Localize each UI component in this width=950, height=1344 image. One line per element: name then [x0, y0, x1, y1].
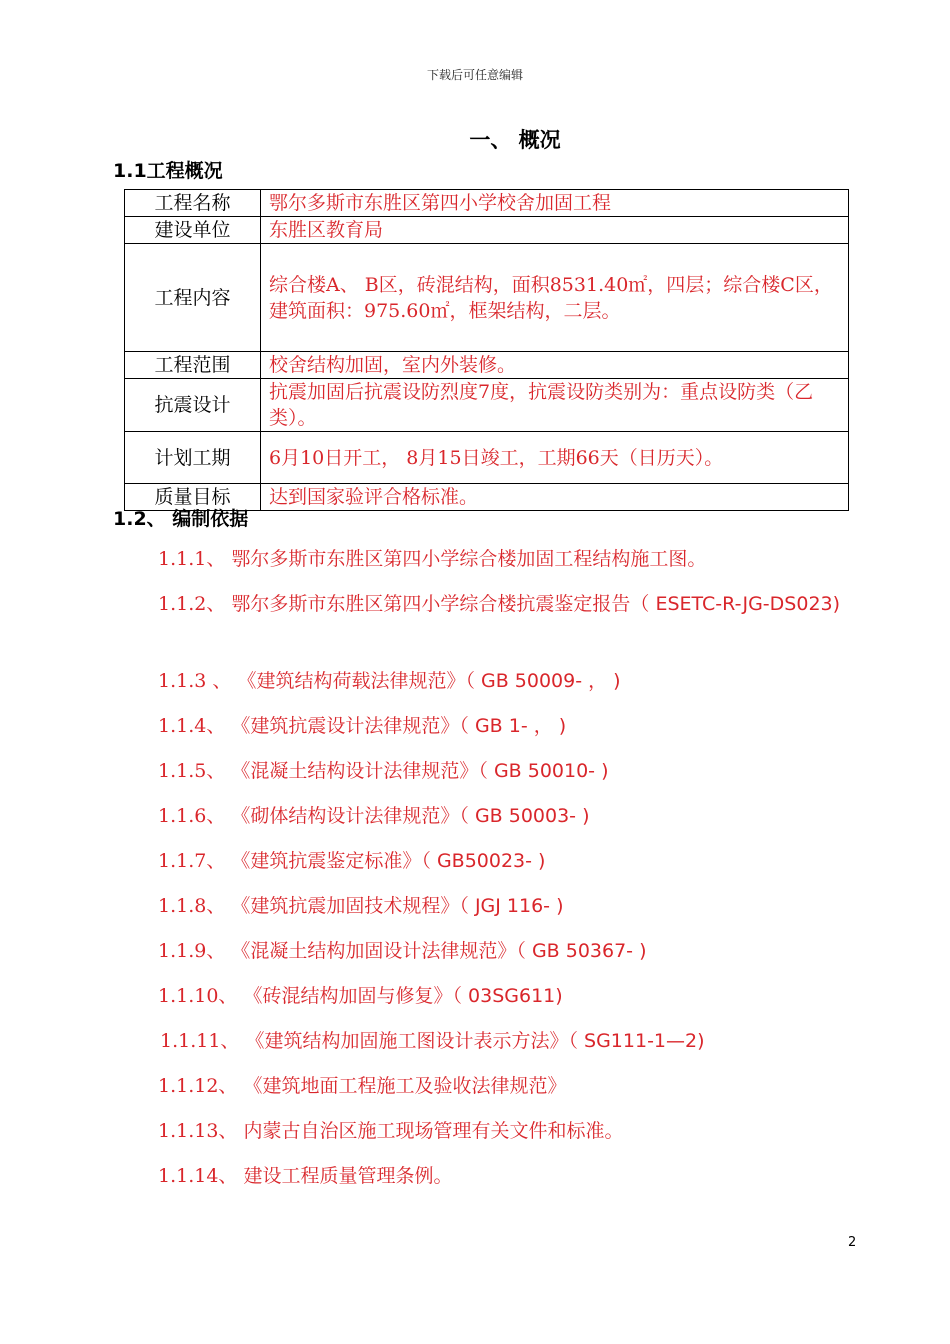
- basis-item: [113, 591, 863, 618]
- basis-num: 1.1.5、: [158, 760, 226, 782]
- basis-num: 1.1.14、: [158, 1165, 238, 1187]
- basis-text: 《砌体结构设计法律规范》（ GB 50003- ): [231, 805, 590, 827]
- basis-text: 《砖混结构加固与修复》（ 03SG611): [243, 985, 563, 1007]
- basis-num: 1.1.13、: [158, 1120, 238, 1142]
- basis-item: [113, 713, 873, 740]
- row-label: 质量目标: [125, 484, 261, 511]
- row-label: 工程范围: [125, 352, 261, 379]
- basis-item: [113, 1028, 873, 1055]
- table-row: [125, 432, 849, 484]
- basis-num: 1.1.9、: [158, 940, 226, 962]
- basis-item: [113, 1073, 873, 1100]
- row-label: 工程内容: [125, 244, 261, 352]
- row-label: 工程名称: [125, 190, 261, 217]
- basis-item: [113, 803, 873, 830]
- row-label: 建设单位: [125, 217, 261, 244]
- row-value: 达到国家验评合格标准。: [261, 484, 849, 511]
- page-number: 2: [848, 1235, 857, 1250]
- project-info-table: [124, 189, 849, 511]
- row-value: 校舍结构加固，室内外装修。: [261, 352, 849, 379]
- basis-text: 《建筑地面工程施工及验收法律规范》: [243, 1075, 567, 1097]
- basis-text: 鄂尔多斯市东胜区第四小学综合楼加固工程结构施工图。: [231, 548, 707, 570]
- basis-item: [113, 938, 873, 965]
- basis-text: 《混凝土结构设计法律规范》（ GB 50010- ): [231, 760, 609, 782]
- basis-item: [113, 1118, 873, 1145]
- basis-num: 1.1.3 、: [158, 670, 232, 692]
- row-value: 抗震加固后抗震设防烈度7度，抗震设防类别为：重点设防类（乙类）。: [261, 379, 849, 432]
- basis-item: [113, 758, 873, 785]
- basis-item: [113, 893, 873, 920]
- basis-num: 1.1.1、: [158, 548, 226, 570]
- basis-num: 1.1.10、: [158, 985, 238, 1007]
- basis-text: 《建筑结构加固施工图设计表示方法》（ SG111-1—2): [245, 1030, 705, 1052]
- basis-num: 1.1.12、: [158, 1075, 238, 1097]
- basis-text: 内蒙古自治区施工现场管理有关文件和标准。: [243, 1120, 624, 1142]
- basis-text: 《建筑结构荷载法律规范》（ GB 50009- ， ): [237, 670, 621, 692]
- basis-num: 1.1.2、: [158, 593, 226, 615]
- chapter-title: 一、 概况: [469, 128, 561, 152]
- basis-text: 《建筑抗震加固技术规程》（ JGJ 116- ): [231, 895, 564, 917]
- basis-text: 《建筑抗震设计法律规范》（ GB 1- ， ): [231, 715, 567, 737]
- table-row: [125, 379, 849, 432]
- basis-item: [113, 668, 873, 695]
- basis-num: 1.1.7、: [158, 850, 226, 872]
- row-value: 鄂尔多斯市东胜区第四小学校舍加固工程: [261, 190, 849, 217]
- basis-item: [113, 983, 873, 1010]
- basis-text: 建设工程质量管理条例。: [243, 1165, 453, 1187]
- table-row: [125, 217, 849, 244]
- basis-item: [113, 848, 873, 875]
- row-label: 抗震设计: [125, 379, 261, 432]
- row-value: 综合楼A、 B区，砖混结构，面积8531.40㎡，四层；综合楼C区，建筑面积：975.60㎡，框架结构，二层。: [261, 244, 849, 352]
- basis-item: [113, 546, 873, 573]
- basis-num: 1.1.6、: [158, 805, 226, 827]
- table-row: [125, 352, 849, 379]
- row-label: 计划工期: [125, 432, 261, 484]
- basis-num: 1.1.11、: [160, 1030, 240, 1052]
- basis-text: 《建筑抗震鉴定标准》（ GB50023- ): [231, 850, 546, 872]
- section-title-1-2: 1.2、 编制依据: [113, 508, 249, 530]
- basis-num: 1.1.8、: [158, 895, 226, 917]
- row-value: 东胜区教育局: [261, 217, 849, 244]
- table-row: [125, 244, 849, 352]
- basis-text: 《混凝土结构加固设计法律规范》（ GB 50367- ): [231, 940, 647, 962]
- basis-item: [113, 1163, 873, 1190]
- section-title-1-1: 1.1工程概况: [113, 160, 223, 182]
- row-value: 6月10日开工， 8月15日竣工，工期66天（日历天）。: [261, 432, 849, 484]
- basis-num: 1.1.4、: [158, 715, 226, 737]
- header-note: 下载后可任意编辑: [426, 68, 523, 82]
- basis-text: 鄂尔多斯市东胜区第四小学综合楼抗震鉴定报告（ ESETC-R-JG-DS023): [231, 593, 841, 615]
- table-row: [125, 190, 849, 217]
